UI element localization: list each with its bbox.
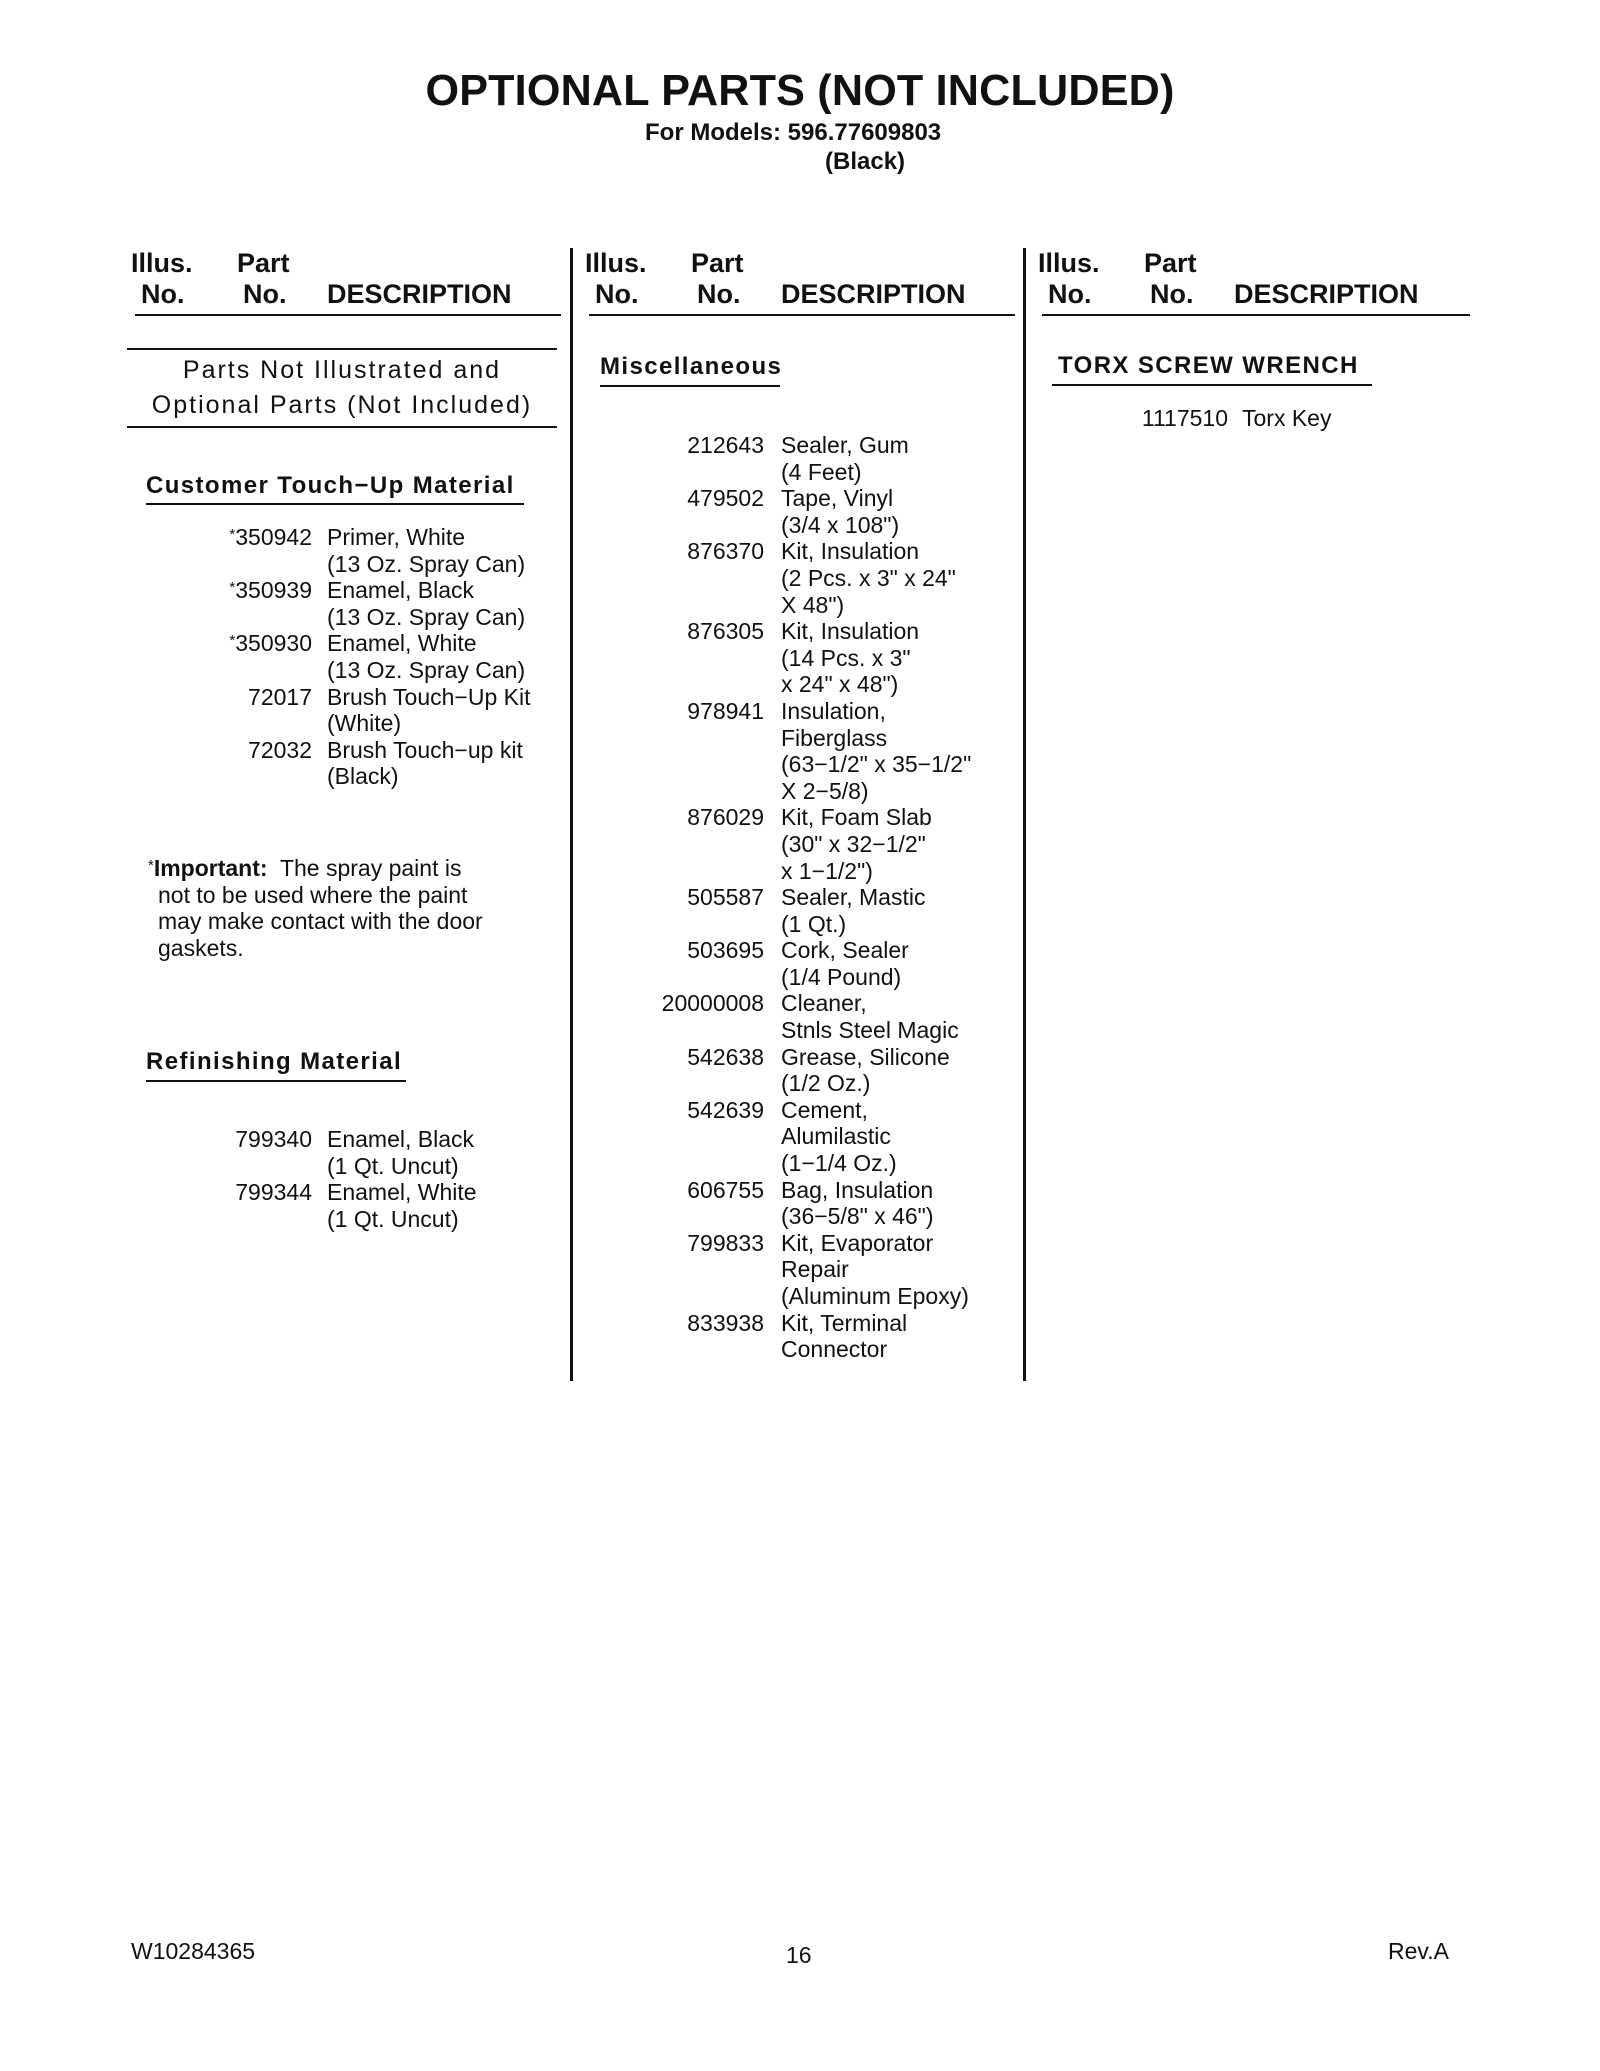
- section-rule-touchup: [146, 503, 524, 505]
- note-line-1: The spray paint is: [279, 855, 462, 881]
- refinishing-parts-list: [146, 1126, 566, 1232]
- description-line: (30" x 32−1/2": [781, 830, 926, 857]
- part-number: 1117510: [1141, 405, 1228, 431]
- description-line: Sealer, Gum: [781, 432, 909, 458]
- part-number: 72017: [248, 683, 312, 710]
- description-line: Repair: [781, 1256, 849, 1283]
- part-number: 606755: [687, 1176, 764, 1203]
- list-item: [600, 804, 1020, 884]
- description-line: (1−1/4 Oz.): [781, 1150, 897, 1177]
- section-heading-miscellaneous: Miscellaneous: [600, 353, 783, 380]
- header-rule: [1042, 314, 1470, 316]
- description-line: (2 Pcs. x 3" x 24": [781, 564, 956, 591]
- asterisk: *: [229, 632, 236, 650]
- section-heading-touchup: Customer Touch−Up Material: [146, 472, 515, 499]
- torx-parts-list: [1058, 405, 1458, 432]
- header-part: Part: [691, 248, 744, 278]
- section-rule-miscellaneous: [600, 385, 780, 387]
- description-line: X 48"): [781, 591, 845, 618]
- part-description: Brush Touch−up kit (Black): [327, 736, 523, 790]
- list-item: [600, 1230, 1020, 1310]
- description-line: (1 Qt.): [781, 910, 847, 937]
- description-line: x 1−1/2"): [781, 857, 873, 884]
- header-rule: [589, 314, 1015, 316]
- part-description: [781, 698, 1201, 804]
- list-item: [600, 1044, 1020, 1097]
- description-line: (1/2 Oz.): [781, 1070, 871, 1097]
- box-top-rule: [127, 348, 557, 350]
- part-description: [781, 538, 1201, 618]
- box-bottom-rule: [127, 426, 557, 428]
- description-line: (14 Pcs. x 3": [781, 644, 911, 671]
- description-line: (63−1/2" x 35−1/2": [781, 751, 972, 778]
- part-number: 72032: [248, 736, 312, 763]
- part-number: 799340: [235, 1126, 312, 1152]
- part-number: 833938: [687, 1309, 764, 1336]
- part-number: 505587: [687, 884, 764, 911]
- part-description: Enamel, White (13 Oz. Spray Can): [327, 630, 526, 683]
- description-line: (36−5/8" x 46"): [781, 1203, 934, 1230]
- header-illus: Illus.: [131, 248, 193, 278]
- part-description: [781, 618, 1201, 698]
- parts-not-illustrated-box: [127, 353, 557, 423]
- description-line: Alumilastic: [781, 1123, 891, 1150]
- miscellaneous-parts-list: [600, 432, 1020, 1363]
- part-number: *350930: [229, 630, 312, 657]
- header-illus-no: No.: [595, 279, 639, 309]
- list-item: [600, 937, 1020, 990]
- part-number: *350939: [229, 577, 312, 604]
- part-number: 799344: [235, 1179, 312, 1206]
- part-description: [781, 937, 1201, 990]
- list-item: [600, 485, 1020, 538]
- list-item: [600, 618, 1020, 698]
- part-description: Torx Key: [1242, 405, 1332, 431]
- asterisk: *: [229, 579, 236, 597]
- models-subtitle: [645, 118, 941, 176]
- description-line: Cement,: [781, 1096, 868, 1123]
- part-description: [781, 432, 1201, 485]
- description-line: Stnls Steel Magic: [781, 1017, 959, 1044]
- description-line: (Aluminum Epoxy): [781, 1283, 969, 1309]
- list-item: [146, 1179, 566, 1232]
- description-line: Tape, Vinyl: [781, 485, 894, 512]
- section-heading-refinishing: Refinishing Material: [146, 1048, 403, 1075]
- part-number: 479502: [687, 485, 764, 512]
- list-item: [600, 1310, 1020, 1363]
- description-line: Grease, Silicone: [781, 1043, 950, 1070]
- header-part-no: No.: [1150, 279, 1194, 309]
- list-item: [600, 1177, 1020, 1230]
- part-description: [781, 1097, 1201, 1177]
- models-line-1: For Models: 596.77609803: [645, 119, 942, 146]
- part-description: Enamel, Black (1 Qt. Uncut): [327, 1126, 475, 1179]
- description-line: (3/4 x 108"): [781, 511, 900, 538]
- part-description: [781, 1230, 1201, 1310]
- part-description: Enamel, Black (13 Oz. Spray Can): [327, 577, 526, 630]
- part-number: 876370: [687, 538, 764, 565]
- header-illus-no: No.: [141, 279, 185, 309]
- header-part-no: No.: [697, 279, 741, 309]
- header-rule: [135, 314, 561, 316]
- note-line-3: may make contact with the door: [158, 908, 483, 935]
- models-line-2: (Black): [825, 148, 906, 175]
- list-item: [1058, 405, 1458, 432]
- part-number: 212643: [687, 432, 764, 458]
- part-description: [781, 1044, 1201, 1097]
- header-description: DESCRIPTION: [781, 279, 966, 309]
- description-line: Cleaner,: [781, 990, 867, 1017]
- description-line: X 2−5/8): [781, 777, 869, 804]
- description-line: x 24" x 48"): [781, 671, 899, 698]
- part-number: 799833: [687, 1229, 764, 1256]
- part-description: [781, 1310, 1201, 1363]
- description-line: Sealer, Mastic: [781, 884, 926, 911]
- asterisk: *: [148, 857, 154, 874]
- part-description: [781, 990, 1201, 1043]
- description-line: (1/4 Pound): [781, 963, 902, 990]
- revision: Rev.A: [1388, 1938, 1449, 1964]
- list-item: [146, 684, 566, 737]
- note-line-4: gaskets.: [158, 934, 244, 961]
- touchup-parts-list: [146, 524, 566, 790]
- part-number: 542639: [687, 1096, 764, 1123]
- list-item: [600, 1097, 1020, 1177]
- box-line-2: Optional Parts (Not Included): [151, 391, 533, 419]
- part-number: 978941: [687, 697, 764, 724]
- header-description: DESCRIPTION: [327, 279, 512, 309]
- header-illus: Illus.: [1038, 248, 1100, 278]
- list-item: [600, 538, 1020, 618]
- part-description: Primer, White (13 Oz. Spray Can): [327, 524, 526, 577]
- header-illus-no: No.: [1048, 279, 1092, 309]
- part-description: Brush Touch−Up Kit (White): [327, 683, 531, 737]
- description-line: Kit, Insulation: [781, 618, 920, 645]
- page-title: OPTIONAL PARTS (NOT INCLUDED): [425, 66, 1175, 115]
- important-label: Important:: [153, 855, 268, 881]
- page-number: 16: [786, 1942, 812, 1968]
- part-number: 20000008: [661, 990, 764, 1017]
- description-line: Kit, Evaporator: [781, 1229, 934, 1256]
- header-part: Part: [1144, 248, 1197, 278]
- part-number: 876029: [687, 804, 764, 831]
- header-illus: Illus.: [585, 248, 647, 278]
- description-line: (4 Feet): [781, 458, 862, 485]
- list-item: [600, 432, 1020, 485]
- description-line: Connector: [781, 1336, 888, 1363]
- section-heading-torx: TORX SCREW WRENCH: [1058, 352, 1359, 379]
- description-line: Insulation,: [781, 697, 886, 724]
- part-description: [781, 1177, 1201, 1230]
- description-line: Kit, Terminal: [781, 1309, 908, 1336]
- part-description: [781, 804, 1201, 884]
- header-description: DESCRIPTION: [1234, 279, 1419, 309]
- asterisk: *: [229, 526, 236, 543]
- list-item: [600, 990, 1020, 1043]
- box-line-1: Parts Not Illustrated and: [182, 356, 502, 384]
- list-item: [146, 630, 566, 683]
- part-description: [781, 884, 1201, 937]
- list-item: [600, 884, 1020, 937]
- list-item: [146, 577, 566, 630]
- document-number: W10284365: [131, 1938, 256, 1964]
- section-rule-torx: [1052, 384, 1372, 386]
- part-number: 876305: [687, 618, 764, 645]
- list-item: [146, 524, 566, 577]
- description-line: Kit, Foam Slab: [781, 804, 932, 831]
- important-note: [148, 855, 548, 961]
- list-item: [146, 737, 566, 790]
- description-line: Bag, Insulation: [781, 1176, 934, 1203]
- list-item: [600, 698, 1020, 804]
- part-number: *350942: [229, 524, 312, 550]
- part-number: 542638: [687, 1043, 764, 1070]
- part-description: [781, 485, 1201, 538]
- description-line: Kit, Insulation: [781, 538, 920, 565]
- header-part: Part: [237, 248, 290, 278]
- note-line-2: not to be used where the paint: [158, 881, 468, 908]
- header-part-no: No.: [243, 279, 287, 309]
- list-item: [146, 1126, 566, 1179]
- description-line: Fiberglass: [781, 724, 888, 751]
- part-description: Enamel, White (1 Qt. Uncut): [327, 1179, 477, 1232]
- section-rule-refinishing: [146, 1080, 406, 1082]
- part-number: 503695: [687, 937, 764, 964]
- description-line: Cork, Sealer: [781, 937, 909, 964]
